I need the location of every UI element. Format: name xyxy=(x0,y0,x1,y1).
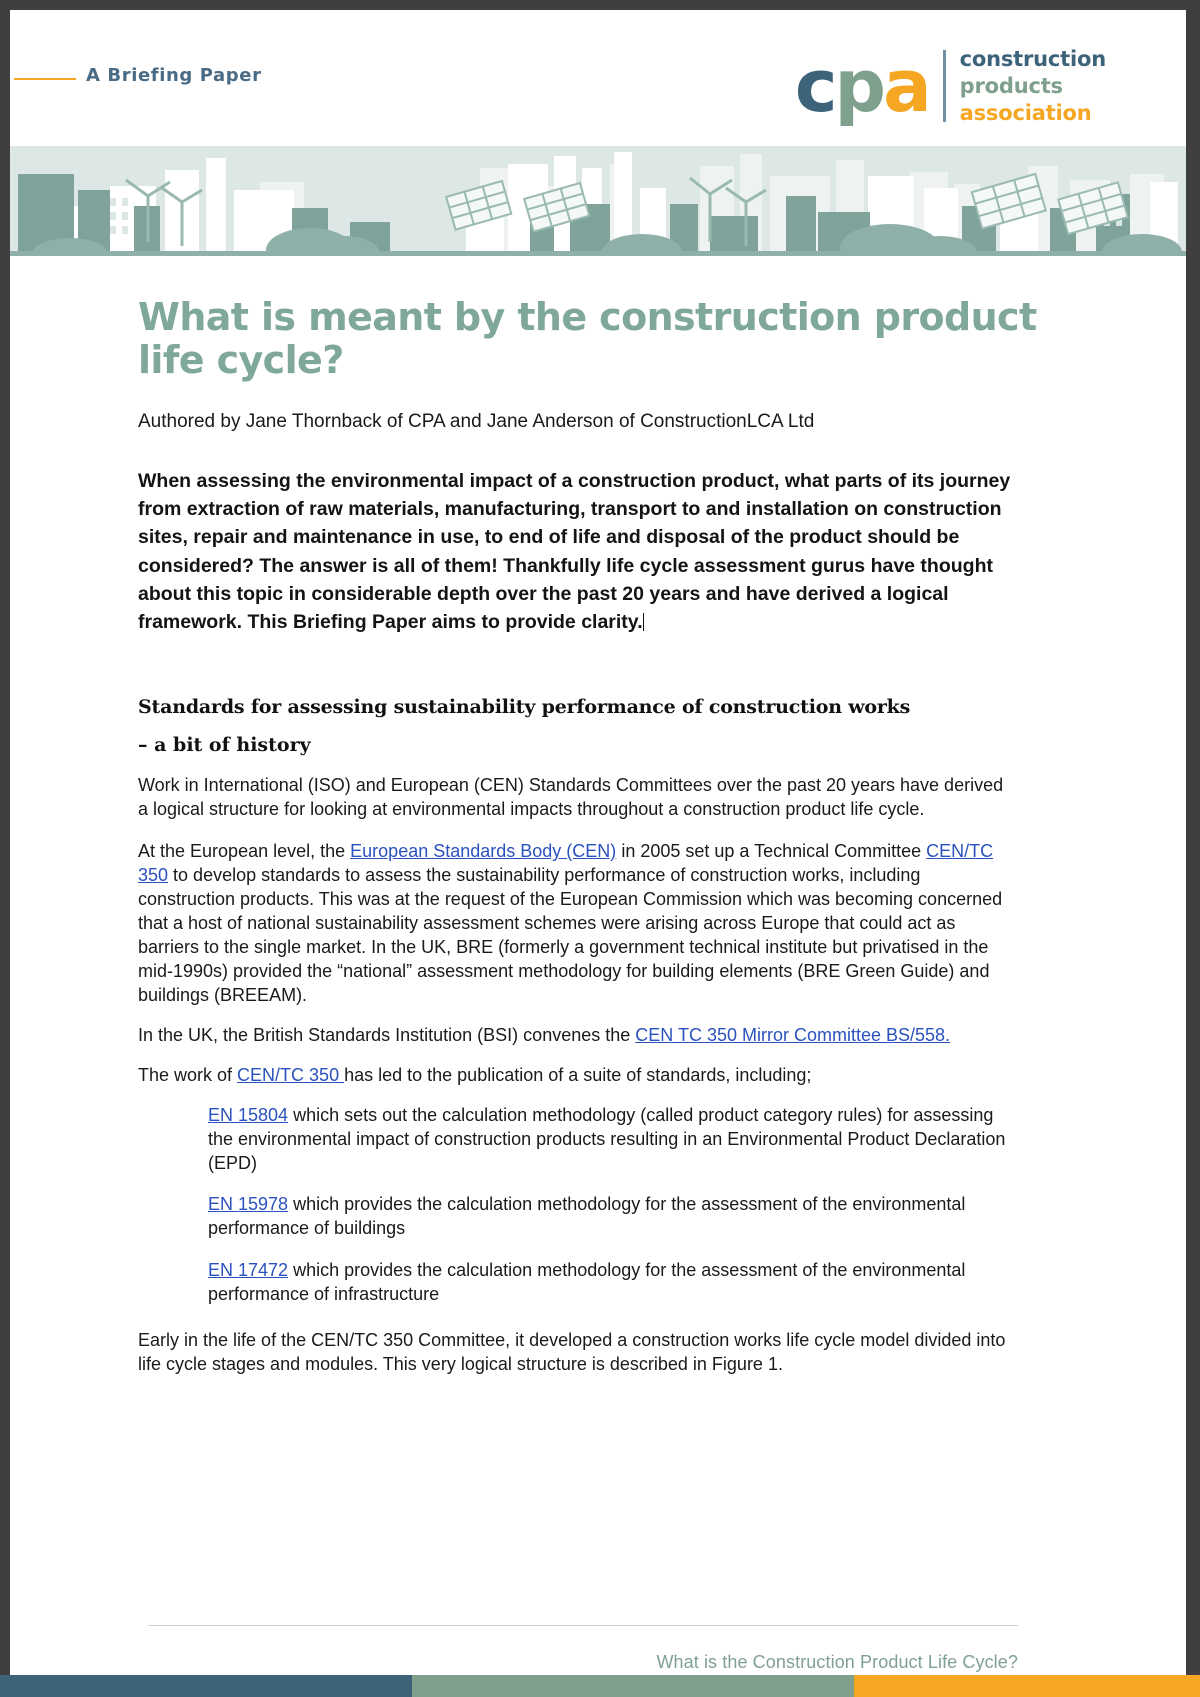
standard-description: which provides the calculation methodology for the assessment of the environmental performance of infrastructure xyxy=(208,1260,966,1305)
logo-letter-a: a xyxy=(883,44,929,129)
bottom-bar-segment-orange xyxy=(854,1675,1200,1697)
standards-list xyxy=(138,1104,1100,1308)
para-work-text-2: has led to the publication of a suite of standards, including; xyxy=(344,1064,812,1085)
cpa-logo-wordmark xyxy=(960,46,1106,127)
briefing-rule xyxy=(14,78,76,80)
link-cen-tc-350[interactable]: CEN/TC 350 xyxy=(138,841,994,886)
document-body xyxy=(10,256,1186,1377)
para-uk-text-1: In the UK, the British Standards Institution (BSI) convenes the xyxy=(138,1024,636,1045)
section-heading: Standards for assessing sustainability performance of construction works xyxy=(138,696,911,719)
para-european-text-1: At the European level, the xyxy=(138,841,351,862)
logo-word-products: products xyxy=(959,73,1063,98)
list-item xyxy=(208,1259,1018,1307)
list-item xyxy=(208,1193,1018,1241)
logo-word-construction: construction xyxy=(959,47,1106,71)
para-european-text-2: in 2005 set up a Technical Committee xyxy=(616,841,927,862)
link-en-15978[interactable]: EN 15978 xyxy=(208,1194,289,1215)
logo-letter-c: c xyxy=(794,44,835,129)
bottom-bar-segment-green xyxy=(412,1675,854,1697)
window-frame-right xyxy=(1186,0,1200,1697)
standard-description: which sets out the calculation methodology (called product category rules) for assessing the environmental impact of construction products resulting in an Environmental Product Declaration (EPD) xyxy=(208,1104,1006,1173)
footer-divider xyxy=(148,1625,1018,1626)
link-en-15804[interactable]: EN 15804 xyxy=(208,1104,289,1125)
cityscape-banner-image xyxy=(10,146,1186,256)
paragraph-european-level xyxy=(138,840,1018,1008)
paragraph-history: Work in International (ISO) and European (CEN) Standards Committees over the past 20 years have derived a logical structure for looking at environmental impacts throughout a construction product life cycle. xyxy=(138,775,1004,820)
logo-divider xyxy=(943,50,946,122)
standard-description: which provides the calculation methodology for the assessment of the environmental performance of buildings xyxy=(208,1194,966,1239)
paragraph-uk-bsi xyxy=(138,1024,1018,1048)
footer-title: What is the Construction Product Life Cycle? xyxy=(656,1652,1018,1672)
byline: Authored by Jane Thornback of CPA and Jane Anderson of ConstructionLCA Ltd xyxy=(138,411,815,433)
link-en-17472[interactable]: EN 17472 xyxy=(208,1260,289,1281)
section-subheading: – a bit of history xyxy=(138,734,311,757)
page-sheet xyxy=(10,10,1186,1697)
paragraph-closing: Early in the life of the CEN/TC 350 Committee, it developed a construction works life cycle model divided into life cycle stages and modules. This very logical structure is described in Figure 1. xyxy=(138,1330,1006,1375)
cpa-logo-mark xyxy=(794,44,929,129)
para-european-text-3: to develop standards to assess the sustainability performance of construction works, including construction products. This was at the request of the European Commission which was becoming concerned that a host of national sustainability assessment schemes were arising across Europe that could act as barriers to the single market. In the UK, BRE (formerly a government technical institute but privatised in the mid-1990s) provided the “national” assessment methodology for building elements (BRE Green Guide) and buildings (BREEAM). xyxy=(138,865,1003,1005)
cpa-logo xyxy=(795,46,1106,127)
window-frame-left xyxy=(0,0,10,1697)
page-footer xyxy=(10,1625,1186,1673)
bottom-color-bar xyxy=(0,1675,1200,1697)
logo-word-association: association xyxy=(959,100,1092,125)
window-frame-top xyxy=(0,0,1200,10)
para-work-text-1: The work of xyxy=(138,1064,238,1085)
briefing-paper-label: A Briefing Paper xyxy=(86,65,262,86)
page-title: What is meant by the construction product life cycle? xyxy=(138,295,1037,382)
link-mirror-committee-bs558[interactable]: CEN TC 350 Mirror Committee BS/558. xyxy=(635,1024,951,1045)
intro-text: When assessing the environmental impact of a construction product, what parts of its journey from extraction of raw materials, manufacturing, transport to and installation on construction sites, repair and maintenance in use, to end of life and disposal of the product should be considered? The answer is all of them! Thankfully life cycle assessment gurus have thought about this topic in considerable depth over the past 20 years and have derived a logical framework. This Briefing Paper aims to provide clarity. xyxy=(138,469,1011,634)
list-item xyxy=(208,1104,1018,1176)
logo-letter-p: p xyxy=(834,44,884,129)
intro-paragraph xyxy=(138,467,1018,637)
paragraph-work-of-cen xyxy=(138,1064,1018,1088)
bottom-bar-segment-blue xyxy=(0,1675,412,1697)
link-european-standards-body[interactable]: European Standards Body (CEN) xyxy=(350,841,617,862)
page-header xyxy=(10,10,1186,146)
text-cursor xyxy=(643,613,644,631)
link-cen-tc-350-second[interactable]: CEN/TC 350 xyxy=(237,1064,345,1085)
